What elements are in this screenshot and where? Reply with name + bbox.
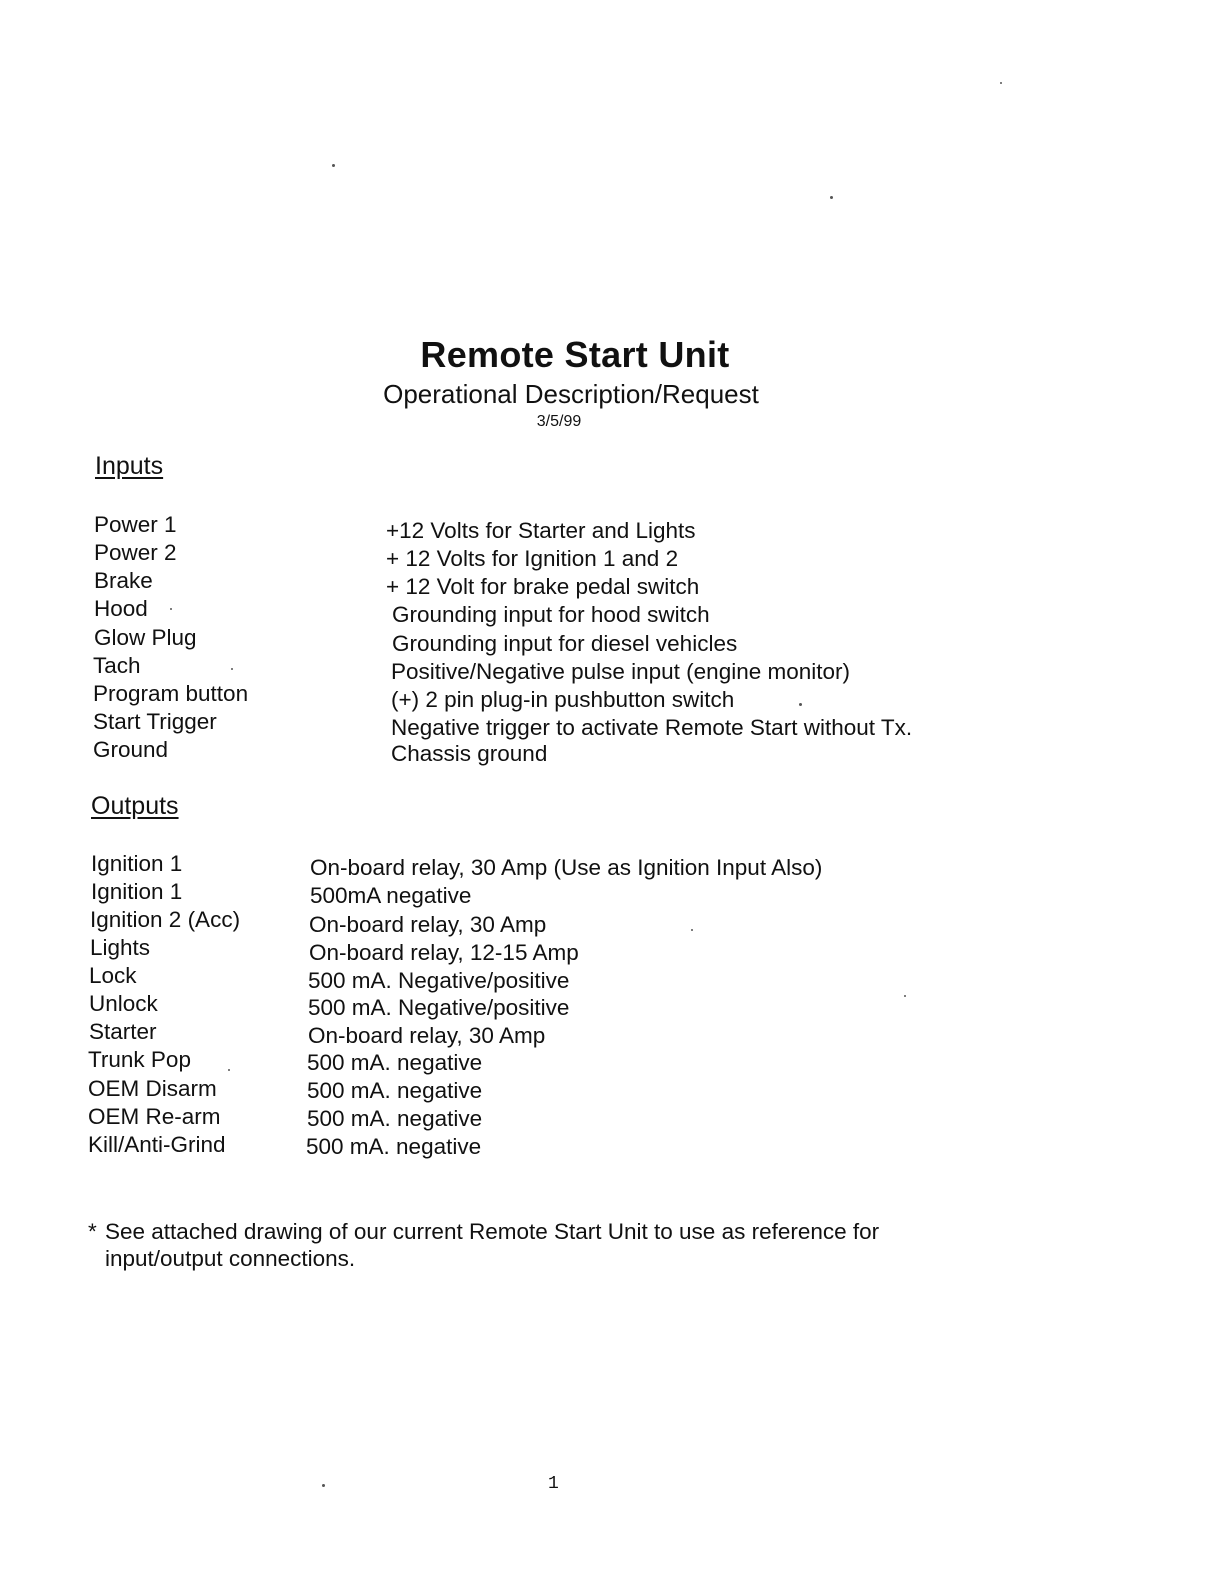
- scan-speck: [691, 929, 693, 931]
- output-description: On-board relay, 30 Amp (Use as Ignition Input Also): [310, 855, 823, 880]
- input-label: Glow Plug: [94, 625, 197, 650]
- scan-speck: [332, 164, 335, 167]
- scan-speck: [322, 1484, 325, 1487]
- scan-speck: [830, 196, 833, 199]
- output-description: 500 mA. Negative/positive: [308, 995, 570, 1020]
- input-description: + 12 Volts for Ignition 1 and 2: [386, 546, 679, 571]
- document-title: Remote Start Unit: [420, 334, 730, 375]
- input-label: Power 1: [94, 512, 177, 537]
- output-description: 500 mA. negative: [307, 1106, 483, 1131]
- output-description: 500 mA. Negative/positive: [308, 968, 570, 993]
- scan-speck: [1000, 82, 1002, 84]
- input-label: Power 2: [94, 540, 177, 565]
- outputs-heading: Outputs: [91, 792, 179, 820]
- output-label: Ignition 1: [91, 851, 183, 876]
- scan-speck: [170, 608, 172, 610]
- reference-note: [88, 1218, 968, 1272]
- input-description: Grounding input for hood switch: [392, 602, 710, 627]
- scan-speck: [231, 668, 233, 670]
- input-label: Ground: [93, 737, 169, 762]
- input-description: Positive/Negative pulse input (engine monitor): [391, 659, 850, 684]
- output-label: OEM Re-arm: [88, 1104, 221, 1129]
- scan-speck: [228, 1069, 230, 1071]
- output-label: Ignition 1: [91, 879, 183, 904]
- output-label: Lights: [90, 935, 151, 960]
- page-number: 1: [548, 1474, 559, 1494]
- note-text: See attached drawing of our current Remote Start Unit to use as reference for input/output connections.: [105, 1219, 880, 1271]
- input-label: Hood: [94, 596, 148, 621]
- input-label: Brake: [94, 568, 153, 593]
- output-description: On-board relay, 30 Amp: [308, 1023, 546, 1048]
- output-label: Ignition 2 (Acc): [90, 907, 241, 932]
- input-description: Negative trigger to activate Remote Start without Tx.: [391, 715, 913, 740]
- output-label: OEM Disarm: [88, 1076, 217, 1101]
- output-label: Starter: [89, 1019, 157, 1044]
- output-description: 500 mA. negative: [307, 1078, 483, 1103]
- output-description: 500 mA. negative: [306, 1134, 482, 1159]
- output-description: On-board relay, 12-15 Amp: [309, 940, 579, 965]
- document-date: 3/5/99: [536, 413, 582, 430]
- input-description: Grounding input for diesel vehicles: [392, 631, 738, 656]
- scan-speck: [904, 995, 906, 997]
- scan-speck: [799, 703, 802, 706]
- output-label: Trunk Pop: [88, 1047, 191, 1072]
- note-asterisk: *: [88, 1219, 97, 1244]
- output-description: 500mA negative: [310, 883, 472, 908]
- input-label: Program button: [93, 681, 249, 706]
- output-label: Unlock: [89, 991, 158, 1016]
- output-description: 500 mA. negative: [307, 1050, 483, 1075]
- input-label: Tach: [93, 653, 141, 678]
- output-description: On-board relay, 30 Amp: [309, 912, 547, 937]
- document-subtitle: Operational Description/Request: [383, 379, 759, 409]
- input-description: (+) 2 pin plug-in pushbutton switch: [391, 687, 735, 712]
- input-label: Start Trigger: [93, 709, 217, 734]
- inputs-heading: Inputs: [95, 452, 164, 480]
- output-label: Kill/Anti-Grind: [88, 1132, 226, 1157]
- input-description: +12 Volts for Starter and Lights: [386, 518, 696, 543]
- input-description: Chassis ground: [391, 741, 548, 766]
- output-label: Lock: [89, 963, 137, 988]
- input-description: + 12 Volt for brake pedal switch: [386, 574, 700, 599]
